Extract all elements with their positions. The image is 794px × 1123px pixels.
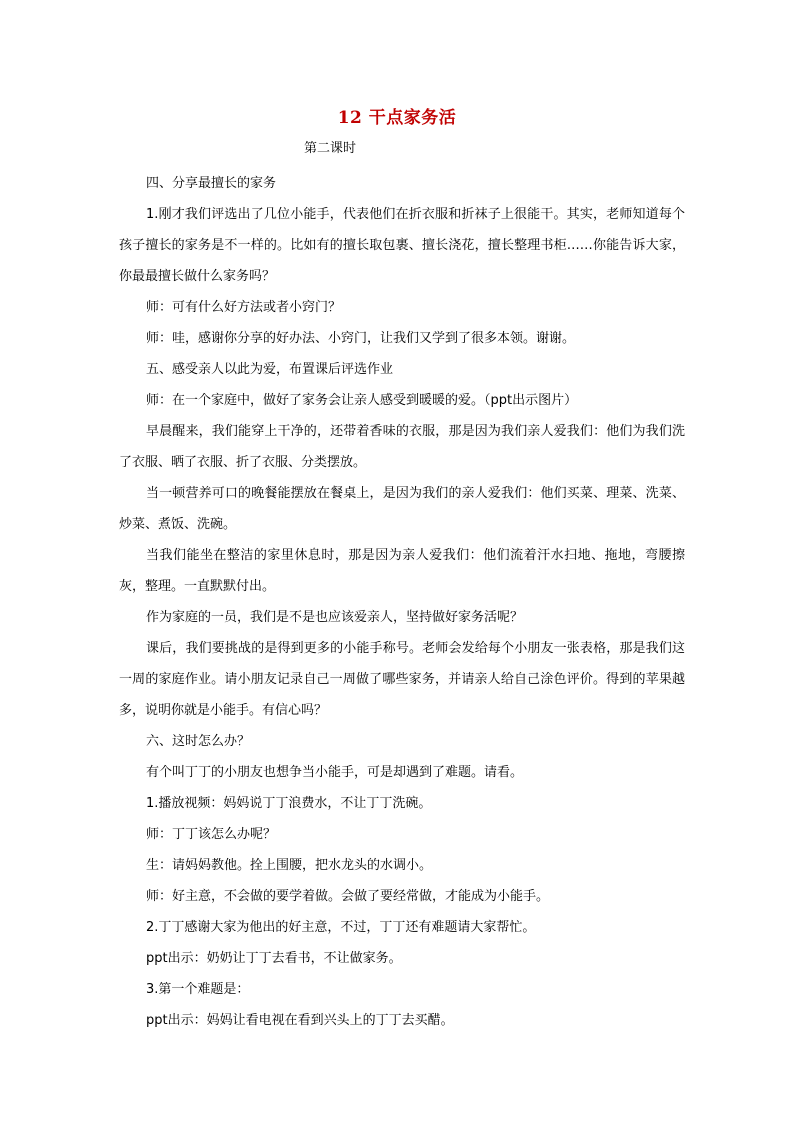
paragraph: 1.刚才我们评选出了几位小能手，代表他们在折衣服和折袜子上很能干。其实，老师知道每个孩子擅长的家务是不一样的。比如有的擅长取包裹、擅长浇花，擅长整理书柜……你能告诉大家，你最最擅长做什么家务吗？ [119, 207, 685, 284]
document-body [119, 168, 685, 1036]
paragraph: 作为家庭的一员，我们是不是也应该爱亲人，坚持做好家务活呢？ [146, 610, 524, 625]
paragraph: ppt出示：奶奶让丁丁去看书，不让做家务。 [146, 951, 402, 966]
paragraph: 师：哇，感谢你分享的好办法、小窍门，让我们又学到了很多本领。谢谢。 [146, 331, 576, 346]
paragraph: 当我们能坐在整洁的家里休息时，那是因为亲人爱我们：他们流着汗水扫地、拖地，弯腰擦灰，整理。一直默默付出。 [119, 548, 685, 594]
paragraph: 师：丁丁该怎么办呢？ [146, 827, 277, 842]
paragraph: 师：在一个家庭中，做好了家务会让亲人感受到暖暖的爱。（ppt出示图片） [146, 393, 578, 408]
paragraph: 当一顿营养可口的晚餐能摆放在餐桌上，是因为我们的亲人爱我们：他们买菜、理菜、洗菜、炒菜、煮饭、洗碗。 [119, 486, 685, 532]
document-title: 12 干点家务活 [337, 108, 457, 128]
paragraph: 师：可有什么好方法或者小窍门？ [146, 300, 342, 315]
paragraph: 师：好主意，不会做的要学着做。会做了要经常做，才能成为小能手。 [146, 889, 550, 904]
paragraph: 课后，我们要挑战的是得到更多的小能手称号。老师会发给每个小朋友一张表格，那是我们这一周的家庭作业。请小朋友记录自己一周做了哪些家务，并请亲人给自己涂色评价。得到的苹果越多，说明你就是小能手。有信心吗？ [119, 641, 685, 718]
paragraph: 早晨醒来，我们能穿上干净的，还带着香味的衣服，那是因为我们亲人爱我们：他们为我们洗了衣服、晒了衣服、折了衣服、分类摆放。 [119, 424, 685, 470]
paragraph: 有个叫丁丁的小朋友也想争当小能手，可是却遇到了难题。请看。 [146, 765, 524, 780]
section-heading-6: 六、这时怎么办？ [146, 734, 251, 749]
section-heading-5: 五、感受亲人以此为爱，布置课后评选作业 [146, 362, 394, 377]
section-heading-4: 四、分享最擅长的家务 [146, 176, 277, 191]
paragraph: 2.丁丁感谢大家为他出的好主意，不过，丁丁还有难题请大家帮忙。 [146, 920, 536, 935]
lesson-period: 第二课时 [303, 141, 356, 156]
paragraph: 3.第一个难题是： [146, 982, 250, 997]
paragraph: ppt出示：妈妈让看电视在看到兴头上的丁丁去买醋。 [146, 1013, 454, 1028]
paragraph: 1.播放视频：妈妈说丁丁浪费水，不让丁丁洗碗。 [146, 796, 432, 811]
paragraph: 生：请妈妈教他。拴上围腰，把水龙头的水调小。 [146, 858, 433, 873]
